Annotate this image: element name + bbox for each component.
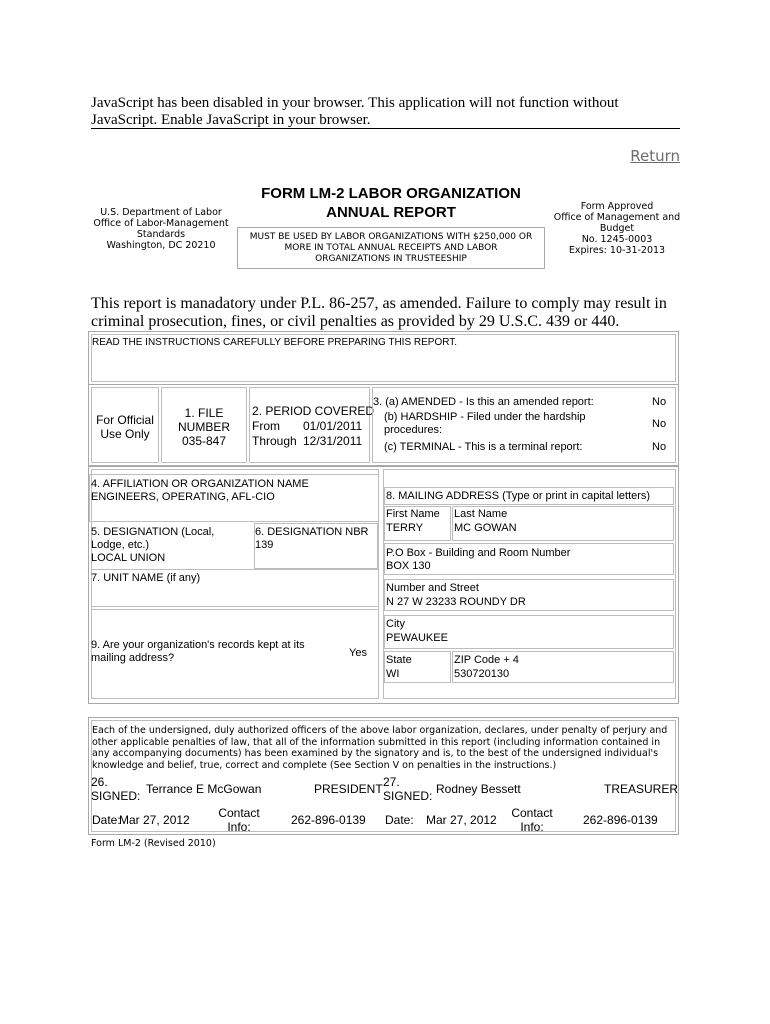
unit-name-label: 7. UNIT NAME (if any) xyxy=(91,572,201,584)
mandatory-line: criminal prosecution, fines, or civil penalties as provided by 29 U.S.C. 439 or 440. xyxy=(91,313,620,330)
omb-line: Expires: 10-31-2013 xyxy=(568,245,666,256)
agency-line: Washington, DC 20210 xyxy=(106,240,216,251)
date-2-value: Mar 27, 2012 xyxy=(426,813,497,827)
header-fields-row xyxy=(88,384,679,466)
signature-26-title: PRESIDENT xyxy=(314,782,383,796)
form-title xyxy=(238,184,544,222)
hardship-label xyxy=(384,411,586,437)
js-warning-rule xyxy=(91,128,680,129)
signature-27-number: 27. xyxy=(383,775,400,789)
form-title-line: ANNUAL REPORT xyxy=(326,204,456,221)
agency-line: Office of Labor-Management xyxy=(93,218,229,229)
signature-27-title: TREASURER xyxy=(604,782,679,796)
hardship-line: (b) HARDSHIP - Filed under the hardship xyxy=(384,411,586,423)
omb-line: No. 1245-0003 xyxy=(581,234,653,245)
contact-line: Contact xyxy=(218,806,260,820)
signature-27-label xyxy=(383,775,432,803)
omb-block xyxy=(547,201,687,256)
threshold-notice xyxy=(237,227,545,269)
instructions-text: READ THE INSTRUCTIONS CAREFULLY BEFORE PREPARING THIS REPORT. xyxy=(92,337,458,348)
official-line: For Official xyxy=(96,413,154,427)
records-line: 9. Are your organization's records kept at its xyxy=(91,639,305,651)
state-value: WI xyxy=(386,668,400,680)
affiliation-value: ENGINEERS, OPERATING, AFL-CIO xyxy=(91,491,275,503)
contact-1-label xyxy=(209,806,269,834)
terminal-label: (c) TERMINAL - This is a terminal report: xyxy=(384,441,583,453)
official-use-label xyxy=(91,413,159,441)
file-number-value: 035-847 xyxy=(181,434,227,448)
period-from-value: 01/01/2011 xyxy=(303,419,363,433)
mandatory-line: This report is manadatory under P.L. 86-257, as amended. Failure to comply may result in xyxy=(91,295,667,312)
notice-line: MUST BE USED BY LABOR ORGANIZATIONS WITH $250,000 OR xyxy=(249,232,533,242)
notice-line: ORGANIZATIONS IN TRUSTEESHIP xyxy=(315,254,467,264)
period-from-label: From xyxy=(252,419,280,433)
form-footer: Form LM-2 (Revised 2010) xyxy=(91,838,216,849)
contact-2-label xyxy=(502,806,562,834)
file-label-line: 1. FILE xyxy=(184,406,224,420)
designation-label xyxy=(91,526,214,565)
file-label-line: NUMBER xyxy=(177,420,230,434)
js-warning-line1: JavaScript has been disabled in your browser. This application will not function without xyxy=(91,95,619,111)
affiliation-label: 4. AFFILIATION OR ORGANIZATION NAME xyxy=(91,478,309,490)
omb-line: Office of Management and xyxy=(553,212,681,223)
records-line: mailing address? xyxy=(91,652,175,664)
return-link[interactable]: Return xyxy=(630,147,680,165)
last-name-value: MC GOWAN xyxy=(454,522,517,534)
mandatory-notice xyxy=(91,295,667,331)
agency-line: U.S. Department of Labor xyxy=(100,207,222,218)
zip-label: ZIP Code + 4 xyxy=(454,654,519,666)
street-label: Number and Street xyxy=(386,582,479,594)
period-label: 2. PERIOD COVERED xyxy=(252,404,375,418)
file-number-block xyxy=(161,406,247,448)
signature-26-number: 26. xyxy=(91,775,108,789)
omb-line: Budget xyxy=(599,223,635,234)
designation-nbr-label: 6. DESIGNATION NBR xyxy=(255,526,369,538)
last-name-label: Last Name xyxy=(454,508,508,520)
amended-label: 3. (a) AMENDED - Is this an amended report: xyxy=(373,396,594,408)
pobox-value: BOX 130 xyxy=(386,560,431,572)
mailing-label: 8. MAILING ADDRESS (Type or print in capital letters) xyxy=(386,490,651,502)
designation-nbr-value: 139 xyxy=(255,539,274,551)
city-value: PEWAUKEE xyxy=(386,632,448,644)
contact-line: Info: xyxy=(520,820,544,834)
signature-27-signed: SIGNED: xyxy=(383,789,433,803)
agency-block xyxy=(88,207,234,251)
hardship-line: procedures: xyxy=(384,424,443,436)
date-1-value: Mar 27, 2012 xyxy=(119,813,190,827)
phone-1-value: 262-896-0139 xyxy=(291,813,366,827)
hardship-value: No xyxy=(652,418,667,430)
form-title-line: FORM LM-2 LABOR ORGANIZATION xyxy=(261,185,521,202)
organization-section xyxy=(88,466,679,704)
certification-line: any accompanying documents) has been examined by the signatory and is, to the best of the undersigned individual's xyxy=(92,748,659,759)
state-label: State xyxy=(386,654,412,666)
terminal-value: No xyxy=(652,441,667,453)
contact-line: Info: xyxy=(227,820,251,834)
date-1-label: Date: xyxy=(92,813,121,827)
js-warning-line2: JavaScript. Enable JavaScript in your browser. xyxy=(91,112,371,128)
signature-26-signed: SIGNED: xyxy=(91,789,141,803)
omb-line: Form Approved xyxy=(580,201,654,212)
designation-value: LOCAL UNION xyxy=(91,552,166,564)
certification-line: knowledge and belief, true, correct and complete (See Section V on penalties in the instructions.) xyxy=(92,759,557,771)
certification-line: Each of the undersigned, duly authorized officers of the above labor organization, declares, under penalty of perjury and xyxy=(92,725,668,736)
period-through-value: 12/31/2011 xyxy=(303,434,363,448)
records-value: Yes xyxy=(349,647,367,659)
certification-line: other applicable penalties of law, that all of the information submitted in this report (including information contained in xyxy=(92,736,661,748)
official-line: Use Only xyxy=(100,427,150,441)
notice-line: MORE IN TOTAL ANNUAL RECEIPTS AND LABOR xyxy=(284,243,498,253)
designation-line: 5. DESIGNATION (Local, xyxy=(91,526,215,538)
certification-section xyxy=(88,717,679,835)
instructions-box xyxy=(88,331,679,385)
date-2-label: Date: xyxy=(385,813,414,827)
records-label xyxy=(91,639,305,665)
signature-27-name: Rodney Bessett xyxy=(436,782,521,796)
phone-2-value: 262-896-0139 xyxy=(583,813,658,827)
first-name-value: TERRY xyxy=(386,522,424,534)
amended-value: No xyxy=(652,396,667,408)
first-name-label: First Name xyxy=(386,508,440,520)
signature-26-name: Terrance E McGowan xyxy=(146,782,262,796)
period-through-label: Through xyxy=(252,434,297,448)
pobox-label: P.O Box - Building and Room Number xyxy=(386,547,571,559)
designation-line: Lodge, etc.) xyxy=(91,539,150,551)
street-value: N 27 W 23233 ROUNDY DR xyxy=(386,596,526,608)
signature-26-label xyxy=(91,775,140,803)
js-warning xyxy=(91,95,619,129)
zip-value: 530720130 xyxy=(454,668,510,680)
city-label: City xyxy=(386,618,405,630)
certification-text xyxy=(92,725,667,771)
agency-line: Standards xyxy=(136,229,186,240)
contact-line: Contact xyxy=(511,806,553,820)
